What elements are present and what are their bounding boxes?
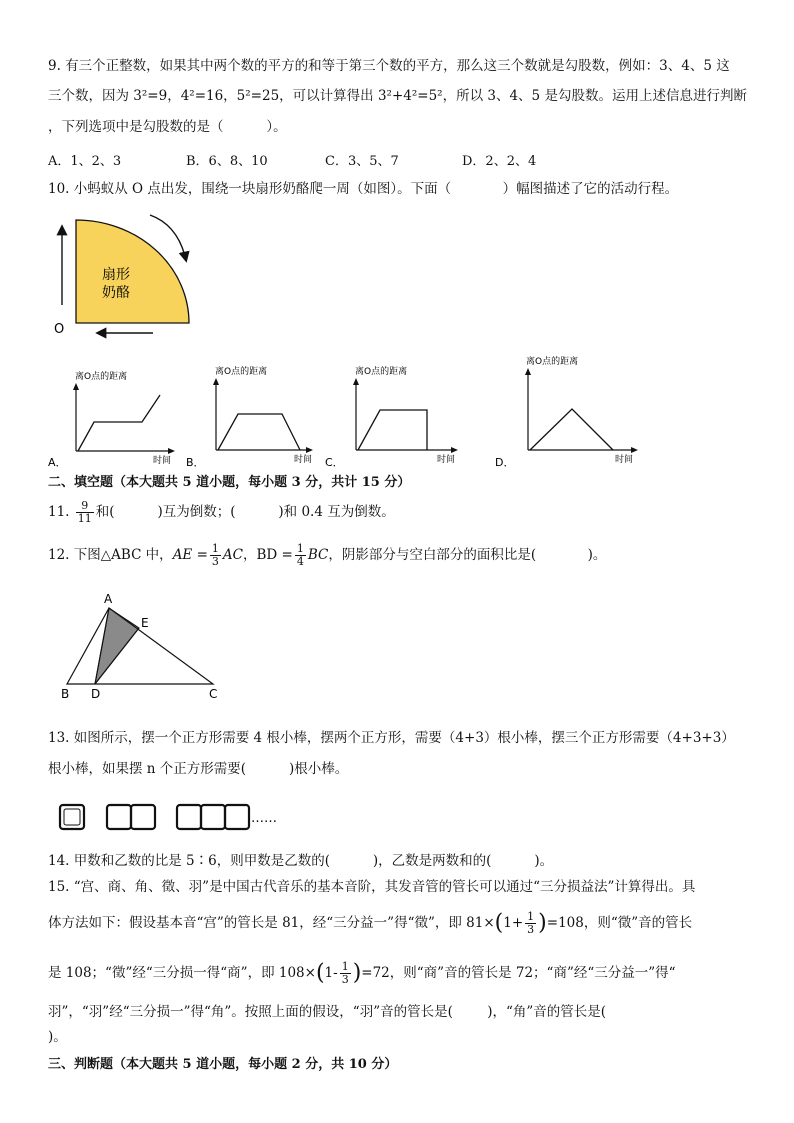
q13-line2: 根小棒，如果摆 n 个正方形需要( )根小棒。 <box>48 761 349 777</box>
q15-line4: 羽”，“羽”经“三分损一”得“角”。按照上面的假设，“羽”音的管长是( )，“角”音的管长是( <box>48 1004 607 1020</box>
section-3-heading: 三、判断题（本大题共 5 道小题，每小题 2 分，共 10 分） <box>48 1057 398 1072</box>
origin-label: O <box>54 322 65 337</box>
cheese-figure <box>48 205 223 345</box>
q15-line1: 15. “宫、商、角、徵、羽”是中国古代音乐的基本音阶，其发音管的管长可以通过“三分损益法”计算得出。具 <box>48 879 696 895</box>
graph-a-xlabel: 时间 <box>153 456 172 466</box>
q9-line3: ，下列选项中是勾股数的是（ ）。 <box>48 119 287 135</box>
label-a: A <box>104 592 113 606</box>
graph-c <box>325 360 465 470</box>
q10-text: 10. 小蚂蚁从 O 点出发，围绕一块扇形奶酪爬一周（如图）。下面（ ）幅图描述了它的活动行程。 <box>48 181 679 197</box>
graph-a-line <box>78 395 160 451</box>
graph-b-line <box>218 414 300 450</box>
label-b: B <box>61 687 70 701</box>
graph-a-letter: A． <box>48 456 67 469</box>
graph-c-ylabel: 离O点的距离 <box>355 367 408 377</box>
graph-b-ylabel: 离O点的距离 <box>215 367 268 377</box>
q9-option-c: C．3、5、7 <box>325 154 399 169</box>
q9-line2: 三个数，因为 3²=9，4²=16，5²=25，可以计算得出 3²+4²=5²，所以 3、4、5 是勾股数。运用上述信息进行判断 <box>48 88 747 104</box>
squares-dots: …… <box>251 811 277 826</box>
q9-line1: 9. 有三个正整数，如果其中两个数的平方的和等于第三个数的平方，那么这三个数就是勾股数，例如：3、4、5 这 <box>48 58 730 74</box>
q15-line3: 是 108；“徵”经“三分损一得“商”，即 108×(1- $\frac{1}{3}$ )=72，则“商”音的管长是 72；“商”经“三分益一”得“ <box>48 960 676 986</box>
q15-line2: 体方法如下：假设基本音“宫”的管长是 81，经“三分益一”得“徵”，即 81×(1+ $\frac{1}{3}$ )=108，则“徵”音的管长 <box>48 910 693 936</box>
q12-line: 12. 下图△ABC 中，AE = $\frac{1}{3}$ AC，BD = $\frac{1}{4}$ BC，阴影部分与空白部分的面积比是( )。 <box>48 542 607 568</box>
graph-c-line <box>358 410 427 450</box>
triangle-figure <box>55 588 235 703</box>
cheese-label-2: 奶酪 <box>102 285 130 301</box>
q13-line1: 13. 如图所示，摆一个正方形需要 4 根小棒，摆两个正方形，需要（4+3）根小棒，摆三个正方形需要（4+3+3） <box>48 730 735 746</box>
graph-c-letter: C． <box>325 456 344 469</box>
label-c: C <box>209 687 218 701</box>
graph-b <box>186 360 316 470</box>
q14-line: 14. 甲数和乙数的比是 5∶6，则甲数是乙数的( )，乙数是两数和的( )。 <box>48 853 554 869</box>
triangle-abc <box>67 608 213 684</box>
graph-d-line <box>530 409 613 450</box>
graph-d <box>495 350 645 470</box>
graph-d-ylabel: 离O点的距离 <box>526 357 579 367</box>
label-d: D <box>91 687 101 701</box>
cheese-label-1: 扇形 <box>102 267 130 283</box>
graph-d-letter: D． <box>495 456 515 469</box>
section-2-heading: 二、填空题（本大题共 5 道小题，每小题 3 分，共计 15 分） <box>48 475 411 490</box>
graph-a-ylabel: 离O点的距离 <box>75 372 128 382</box>
label-e: E <box>141 616 149 630</box>
q15-line5: )。 <box>48 1029 67 1045</box>
graph-a <box>48 365 178 470</box>
q9-option-d: D．2、2、4 <box>462 154 537 169</box>
graph-b-letter: B． <box>186 456 205 469</box>
q9-option-b: B．6、8、10 <box>186 154 268 169</box>
squares-figure <box>55 800 295 836</box>
q11-fraction: $\frac{9}{11}$ <box>77 499 92 525</box>
graph-b-xlabel: 时间 <box>294 455 313 465</box>
graph-c-xlabel: 时间 <box>437 455 456 465</box>
q9-option-a: A．1、2、3 <box>48 154 122 169</box>
cheese-sector <box>76 220 189 323</box>
q11-line: 11. $\frac{9}{11}$ 和( )互为倒数；( )和 0.4 互为倒数。 <box>48 499 395 525</box>
graph-d-xlabel: 时间 <box>615 455 634 465</box>
